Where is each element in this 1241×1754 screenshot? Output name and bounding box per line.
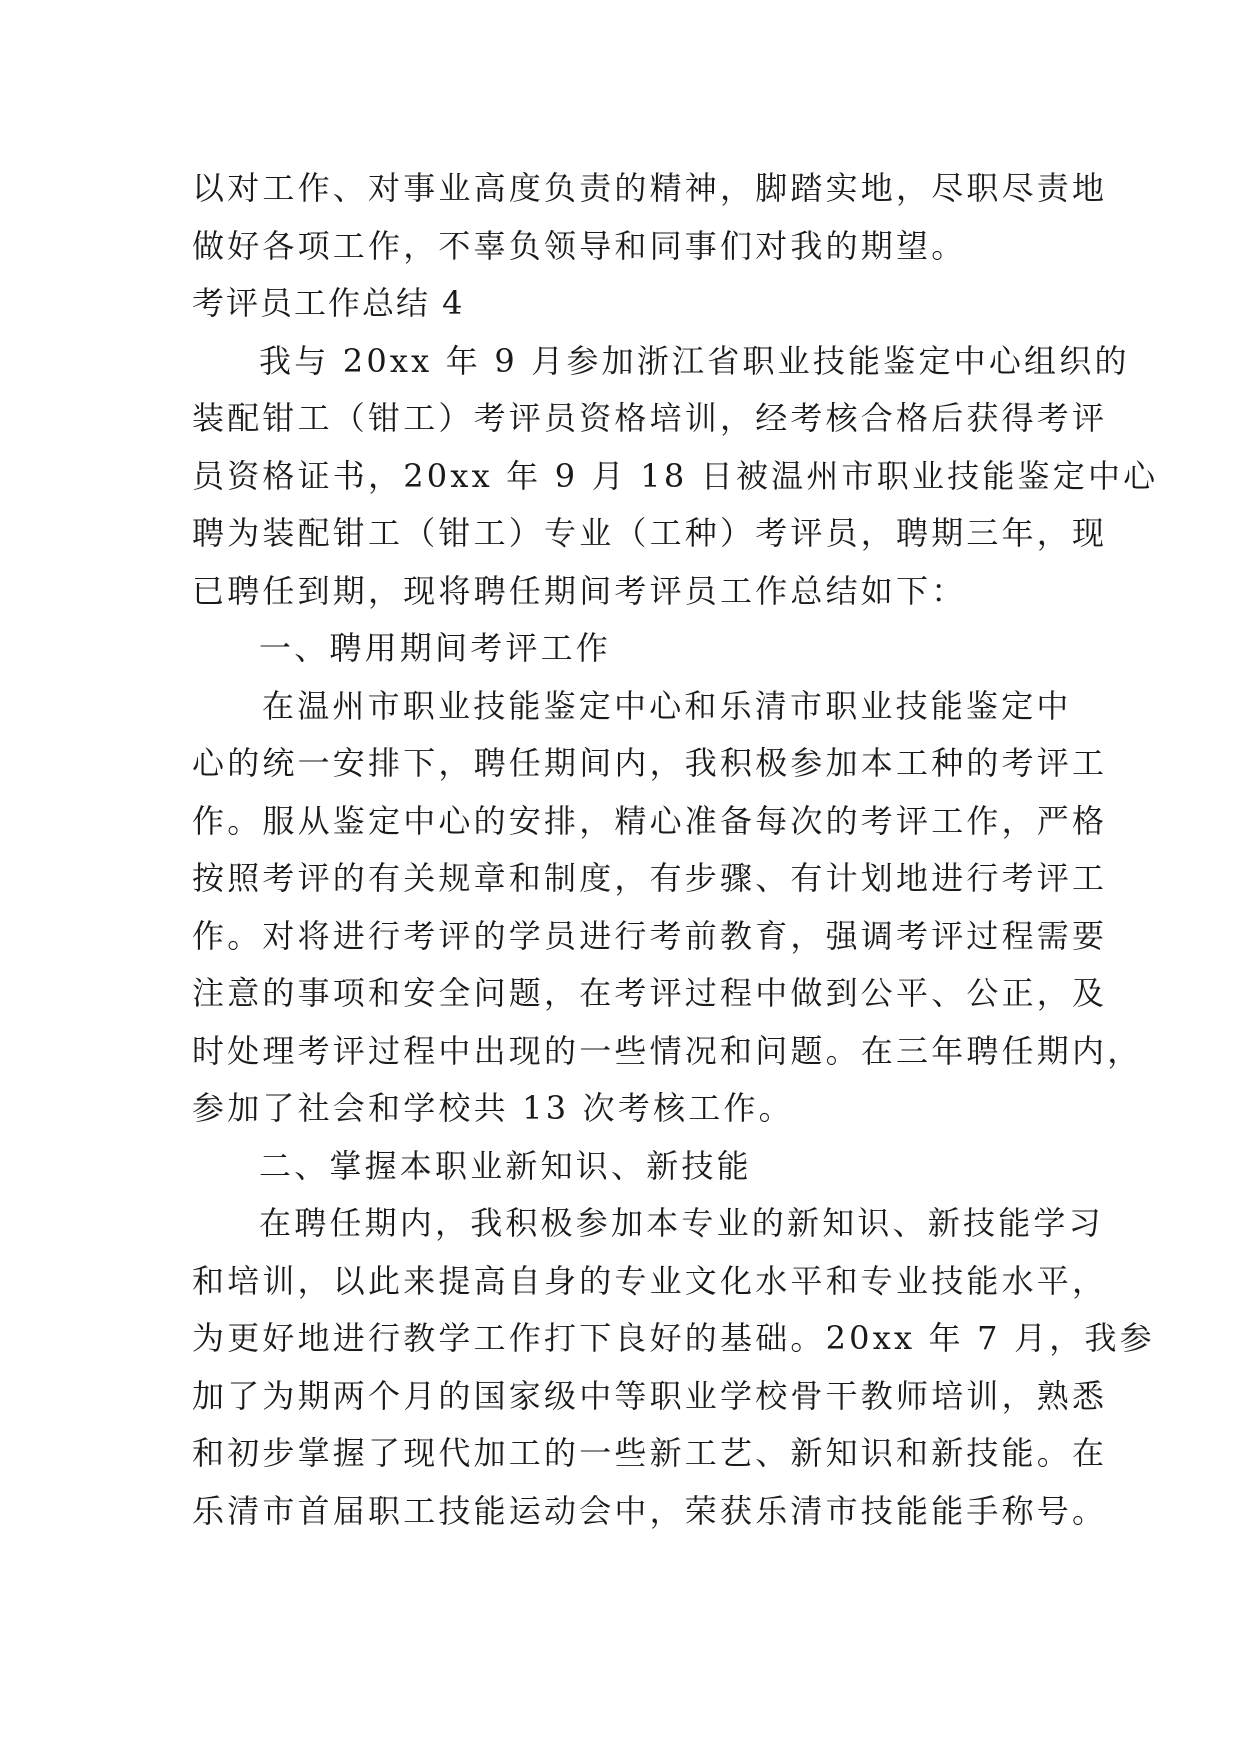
heading-1: 一、聘用期间考评工作	[259, 629, 612, 667]
paragraph-1	[192, 333, 1159, 621]
text-line: 我与 20xx 年 9 月参加浙江省职业技能鉴定中心组织的	[259, 341, 1130, 380]
text-line: 在温州市职业技能鉴定中心和乐清市职业技能鉴定中	[262, 686, 1072, 725]
text-line: 为更好地进行教学工作打下良好的基础。20xx 年 7 月，我参	[192, 1319, 1155, 1357]
document-body	[192, 160, 1159, 1540]
text-line: 加了为期两个月的国家级中等职业学校骨干教师培训，熟悉	[192, 1376, 1108, 1415]
text-line: 和培训，以此来提高自身的专业文化水平和专业技能水平，	[192, 1261, 1108, 1300]
text-line: 乐清市首届职工技能运动会中，荣获乐清市技能能手称号。	[192, 1491, 1108, 1530]
text-line: 做好各项工作，不辜负领导和同事们对我的期望。	[192, 226, 967, 265]
section-title: 考评员工作总结 4	[192, 284, 465, 322]
text-line: 员资格证书，20xx 年 9 月 18 日被温州市职业技能鉴定中心	[192, 456, 1159, 495]
paragraph-intro	[192, 160, 1108, 275]
text-line: 作。服从鉴定中心的安排，精心准备每次的考评工作，严格	[192, 801, 1108, 840]
text-line: 以对工作、对事业高度负责的精神，脚踏实地，尽职尽责地	[192, 169, 1108, 207]
text-line: 在聘任期内，我积极参加本专业的新知识、新技能学习	[259, 1204, 1104, 1242]
text-line: 注意的事项和安全问题，在考评过程中做到公平、公正，及	[192, 974, 1108, 1012]
text-line: 时处理考评过程中出现的一些情况和问题。在三年聘任期内，	[192, 1031, 1143, 1070]
paragraph-3	[192, 1195, 1155, 1540]
text-line: 心的统一安排下，聘任期间内，我积极参加本工种的考评工	[192, 744, 1108, 782]
text-line: 装配钳工（钳工）考评员资格培训，经考核合格后获得考评	[192, 399, 1108, 437]
text-line: 按照考评的有关规章和制度，有步骤、有计划地进行考评工	[192, 859, 1108, 897]
text-line: 和初步掌握了现代加工的一些新工艺、新知识和新技能。在	[192, 1434, 1108, 1472]
text-line: 聘为装配钳工（钳工）专业（工种）考评员，聘期三年，现	[192, 514, 1108, 552]
text-line: 作。对将进行考评的学员进行考前教育，强调考评过程需要	[192, 916, 1108, 955]
heading-2: 二、掌握本职业新知识、新技能	[259, 1146, 752, 1185]
text-line: 已聘任到期，现将聘任期间考评员工作总结如下：	[192, 571, 967, 610]
paragraph-2	[192, 678, 1143, 1138]
text-line: 参加了社会和学校共 13 次考核工作。	[192, 1089, 794, 1127]
